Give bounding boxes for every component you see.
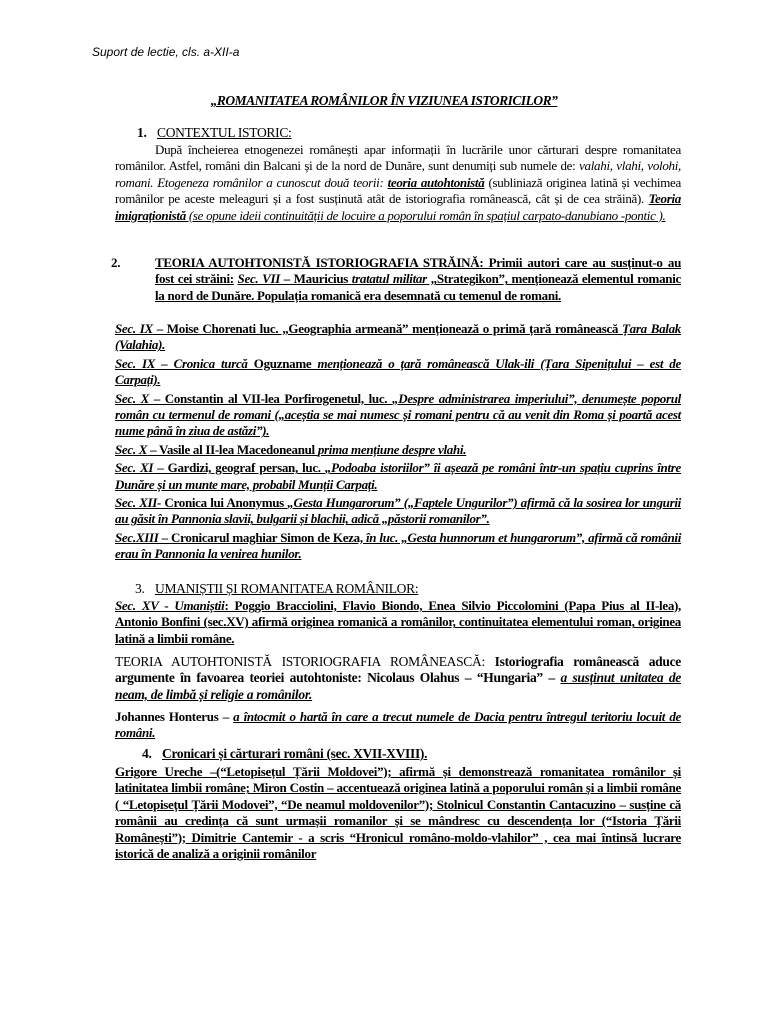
section-3-number: 3. [135,581,145,596]
document-title: „ROMANITATEA ROMÂNILOR ÎN VIZIUNEA ISTORICILOR” [210,93,558,108]
section-4-number: 4. [142,746,152,761]
section-4-title: Cronicari și cărturari români (sec. XVII-XVIII). [162,746,428,761]
entry-sec-x-vasile: Sec. X – Vasile al II-lea Macedoneanul prima mențiune despre vlahi. [115,441,467,457]
section-1-heading [137,125,291,141]
entries-list [115,321,681,563]
entry-sec-xii-anonymus: Sec. XII- Cronica lui Anonymus „Gesta Hungarorum” („Faptele Ungurilor”) afirmă că la sosirea lor ungurii au găsit în Pannonia slavii, bulgarii și blachii, adică „păstorii romanilor”. [115,495,681,527]
section-1-number: 1. [137,125,147,140]
section-3-title: UMANIȘTII ȘI ROMANITATEA ROMÂNILOR: [155,581,419,596]
section-1-title: CONTEXTUL ISTORIC: [157,125,292,140]
section-3-paragraph: Sec. XV - Umaniștii: Poggio Bracciolini, Flavio Biondo, Enea Silvio Piccolomini (Papa Pius al II-lea), Antonio Bonfini (sec.XV) afirmă originea romanică a românilor, continuitatea elementului roman, originea latină a limbii române. [115,598,681,646]
entry-sec-x-porfirogenetul: Sec. X – Constantin al VII-lea Porfirogenetul, luc. „Despre administrarea imperiului”, denumește poporul român cu termenul de romani („aceștia se mai numesc și romani pentru că au venit din Roma și poartă acest nume până în ziua de astăzi”). [115,390,681,439]
page-header: Suport de lectie, cls. a-XII-a [92,45,240,59]
honterus-paragraph: Johannes Honterus – a întocmit o hartă în care a trecut numele de Dacia pentru întregul teritoriu locuit de români. [115,709,681,741]
section-2-paragraph: 2. TEORIA AUTOHTONISTĂ ISTORIOGRAFIA STRĂINĂ: Primii autori care au susținut-o au fost cei străini: Sec. VII – Mauricius tratatul militar „Strategikon”, menționează elementul romanic la nord de Dunăre. Populația romanică era desemnată cu temenul de romani. [111,255,681,303]
section-3-heading [115,581,681,597]
section-4-paragraph: Grigore Ureche –(“Letopisețul Țării Moldovei”); afirmă și demonstrează romanitatea românilor și latinitatea limbii române; Miron Costin – accentuează originea latină a poporului român și a limbii române ( “Letopisețul Țării Modovei”, “De neamul moldovenilor”); Stolnicul Constantin Cantacuzino – susține că românii au credința că sunt urmașii romanilor și se mândresc cu descendența lor (“Istoria Țării Românești”); Dimitrie Cantemir - a scris “Hronicul româno-moldo-vlahilor” , cea mai întinsă lucrare istorică de analiză a originii românilor [115,764,681,862]
autohtonista-paragraph: TEORIA AUTOHTONISTĂ ISTORIOGRAFIA ROMÂNEASCĂ: Istoriografia românească aduce argumente în favoarea teoriei autohtoniste: Nicolaus Olahus – “Hungaria” – a susținut unitatea de neam, de limbă și religie a românilor. [115,654,681,702]
entry-sec-ix-chorenati: Sec. IX – Moise Chorenati luc. „Geographia armeană” menționează o primă țară românească Țara Balak (Valahia). [115,321,681,353]
entry-sec-xiii-keza: Sec.XIII – Cronicarul maghiar Simon de Keza, în luc. „Gesta hunnorum et hungarorum”, afirmă că românii erau în Pannonia la venirea hunilor. [115,529,682,562]
section-1-paragraph: După încheierea etnogenezei românești apar informații în lucrările unor cărturari despre romanitatea românilor. Astfel, români din Balcani și de la nord de Dunăre, sunt denumiți sub numele de: valahi, vlahi, volohi, romani. Etogeneza românilor a cunoscut două teorii: teoria autohtonistă (subliniază originea latină și vechimea românilor pe aceste meleaguri și a fost susținută atât de istoriografia românească, cât și de cea străină). Teoria imigraționistă (se opune ideii continuității de locuire a poporului român în spațiul carpato-danubiano -pontic ). [115,142,681,223]
section-4-heading [115,746,681,762]
entry-sec-xi-gardizi: Sec. XI – Gardizi, geograf persan, luc. „Podoaba istoriilor” îi așează pe români într-un spațiu cuprins între Dunăre și un munte mare, probabil Munții Carpați. [115,460,682,492]
entry-sec-ix-cronica-turca: Sec. IX – Cronica turcă Oguzname menționează o țară românească Ulak-ili (Țara Sipenițului – est de Carpați). [115,355,681,388]
